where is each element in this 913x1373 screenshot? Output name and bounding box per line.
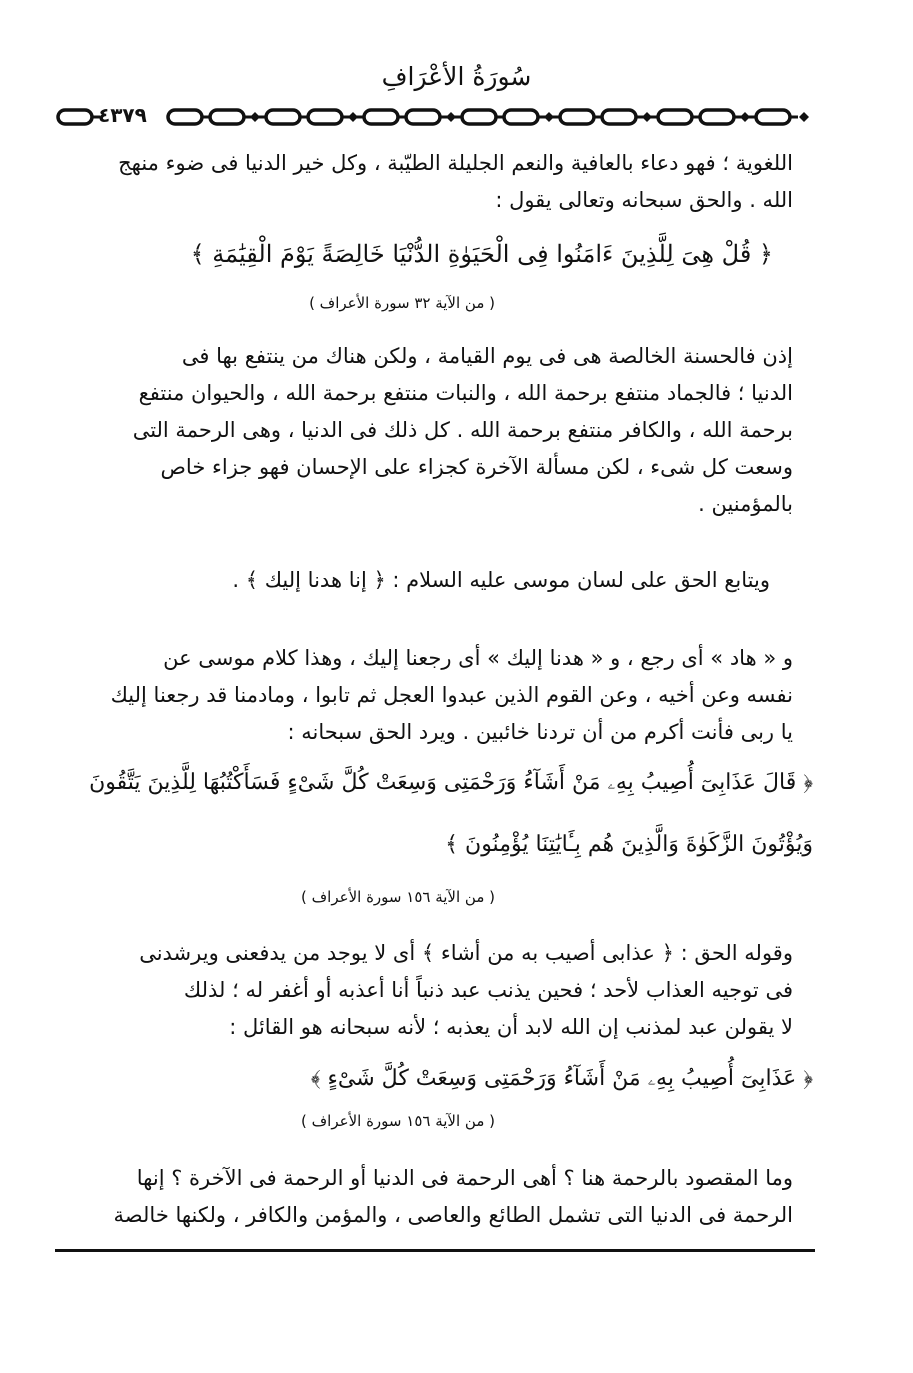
paragraph-1 bbox=[100, 145, 793, 219]
text-line: الدنيا ؛ فالجماد منتفع برحمة الله ، والنبات منتفع برحمة الله ، والحيوان منتفع bbox=[138, 381, 793, 405]
paragraph-4 bbox=[100, 640, 793, 751]
quran-verse-1 bbox=[191, 240, 773, 268]
text-line: فى توجيه العذاب لأحد ؛ فحين يذنب عبد ذنباً أنا أعذبه أو أغفر له ؛ لذلك bbox=[183, 978, 793, 1002]
verse-line: وَيُؤْتُونَ الزَّكَوٰةَ وَالَّذِينَ هُم بِـَٔايَٰتِنَا يُؤْمِنُونَ ﴾ bbox=[445, 832, 813, 857]
paragraph-3 bbox=[120, 562, 770, 599]
text-line: الله . والحق سبحانه وتعالى يقول : bbox=[495, 188, 793, 212]
text-line: يا ربى فأنت أكرم من أن تردنا خائبين . ويرد الحق سبحانه : bbox=[287, 720, 793, 744]
paragraph-6 bbox=[100, 1160, 793, 1234]
quran-verse-3 bbox=[311, 1066, 813, 1091]
verse-line: ﴿ قُلْ هِىَ لِلَّذِينَ ءَامَنُوا فِى الْحَيَوٰةِ الدُّنْيَا خَالِصَةً يَوْمَ الْقِيَٰمَةِ ﴾ bbox=[190, 240, 773, 268]
text-line: إذن فالحسنة الخالصة هى فى يوم القيامة ، ولكن هناك من ينتفع بها فى bbox=[181, 344, 793, 368]
text-line: وقوله الحق : ﴿ عذابى أصيب به من أشاء ﴾ أى لا يوجد من يدفعنى ويرشدنى bbox=[139, 941, 793, 965]
footer-rule bbox=[55, 1249, 815, 1252]
paragraph-2 bbox=[100, 338, 793, 523]
text-line: وسعت كل شىء ، لكن مسألة الآخرة كجزاء على الإحسان فهو جزاء خاص bbox=[160, 455, 793, 479]
surah-title: سُورَةُ الأعْرَافِ bbox=[381, 62, 532, 91]
decorative-chain-border bbox=[52, 100, 820, 134]
text-line: لا يقولن عبد لمذنب إن الله لابد أن يعذبه ؛ لأنه سبحانه هو القائل : bbox=[229, 1015, 793, 1039]
verse-2-citation: ( من الآية ١٥٦ سورة الأعراف ) bbox=[301, 888, 495, 906]
verse-1-citation: ( من الآية ٣٢ سورة الأعراف ) bbox=[309, 294, 495, 312]
text-line: اللغوية ؛ فهو دعاء بالعافية والنعم الجليلة الطيّبة ، وكل خير الدنيا فى ضوء منهج bbox=[118, 151, 793, 175]
verse-line: ﴿ قَالَ عَذَابِىٓ أُصِيبُ بِهِۦ مَنْ أَشَآءُ وَرَحْمَتِى وَسِعَتْ كُلَّ شَىْءٍ فَسَأَكْتُبُهَا لِلَّذِينَ يَتَّقُونَ bbox=[89, 770, 813, 795]
quran-verse-2-line-2 bbox=[445, 832, 813, 857]
verse-3-citation: ( من الآية ١٥٦ سورة الأعراف ) bbox=[301, 1112, 495, 1130]
text-line: الرحمة فى الدنيا التى تشمل الطائع والعاصى ، والمؤمن والكافر ، ولكنها خالصة bbox=[113, 1203, 793, 1227]
quran-verse-2-line-1 bbox=[89, 770, 813, 795]
text-line: ويتابع الحق على لسان موسى عليه السلام : ﴿ إنا هدنا إليك ﴾ . bbox=[232, 568, 770, 592]
text-line: بالمؤمنين . bbox=[698, 492, 793, 516]
text-line: وما المقصود بالرحمة هنا ؟ أهى الرحمة فى الدنيا أو الرحمة فى الآخرة ؟ إنها bbox=[136, 1166, 793, 1190]
verse-line: ﴿ عَذَابِىٓ أُصِيبُ بِهِۦ مَنْ أَشَآءُ وَرَحْمَتِى وَسِعَتْ كُلَّ شَىْءٍ ﴾ bbox=[310, 1066, 813, 1091]
text-line: برحمة الله ، والكافر منتفع برحمة الله . كل ذلك فى الدنيا ، وهى الرحمة التى bbox=[132, 418, 793, 442]
paragraph-5 bbox=[100, 935, 793, 1046]
page-number: ٤٣٧٩ bbox=[98, 103, 147, 127]
text-line: نفسه وعن أخيه ، وعن القوم الذين عبدوا العجل ثم تابوا ، ومادمنا قد رجعنا إليك bbox=[110, 683, 793, 707]
text-line: و « هاد » أى رجع ، و « هدنا إليك » أى رجعنا إليك ، وهذا كلام موسى عن bbox=[163, 646, 793, 670]
